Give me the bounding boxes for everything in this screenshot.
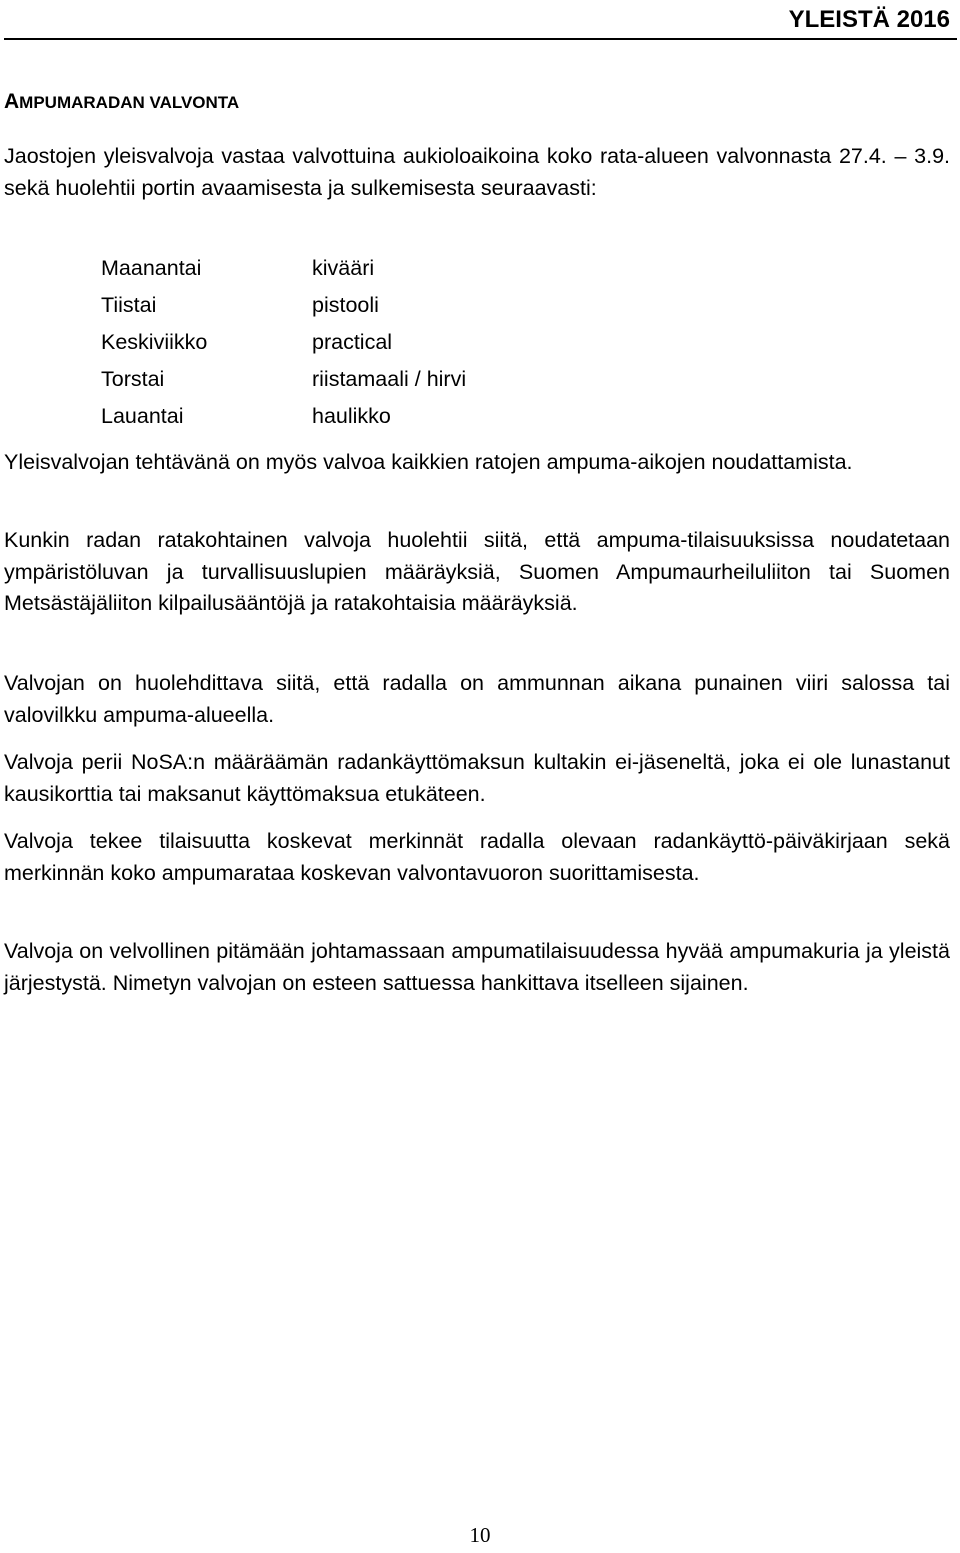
section-heading-initial: A xyxy=(4,90,20,113)
section-heading xyxy=(4,88,239,117)
page-number: 10 xyxy=(469,1523,491,1547)
schedule-day: Keskiviikko xyxy=(101,330,208,354)
schedule-list xyxy=(101,250,466,435)
body-paragraph: Valvoja on velvollinen pitämään johtamassaan ampumatilaisuudessa hyvää ampumakuria ja yleistä järjestystä. Nimetyn valvojan on esteen sattuessa hankittava itselleen sijainen. xyxy=(4,939,950,995)
schedule-row xyxy=(101,398,466,435)
section-heading-rest: MPUMARADAN VALVONTA xyxy=(19,93,240,112)
header-rule xyxy=(4,38,957,40)
schedule-day: Lauantai xyxy=(101,404,184,428)
schedule-row xyxy=(101,287,466,324)
schedule-discipline: kivääri xyxy=(312,256,375,280)
body-paragraph: Yleisvalvojan tehtävänä on myös valvoa kaikkien ratojen ampuma-aikojen noudattamista. xyxy=(4,450,853,474)
intro-paragraph: Jaostojen yleisvalvoja vastaa valvottuina aukioloaikoina koko rata-alueen valvonnasta 27.4. – 3.9. sekä huolehtii portin avaamisesta ja sulkemisesta seuraavasti: xyxy=(4,144,950,200)
body-paragraph: Valvoja perii NoSA:n määräämän radankäyttömaksun kultakin ei-jäseneltä, joka ei ole lunastanut kausikorttia tai maksanut käyttömaksua etukäteen. xyxy=(4,750,950,806)
page-header-title: YLEISTÄ 2016 xyxy=(788,6,950,33)
schedule-row xyxy=(101,250,466,287)
schedule-discipline: haulikko xyxy=(312,404,391,428)
schedule-row xyxy=(101,324,466,361)
schedule-discipline: riistamaali / hirvi xyxy=(312,367,467,391)
body-paragraph: Kunkin radan ratakohtainen valvoja huolehtii siitä, että ampuma-tilaisuuksissa noudatetaan ympäristöluvan ja turvallisuuslupien määräyksiä, Suomen Ampumaurheiluliiton tai Suomen Metsästäjäliiton kilpailusääntöjä ja ratakohtaisia määräyksiä. xyxy=(4,528,950,615)
schedule-discipline: practical xyxy=(312,330,393,354)
schedule-day: Tiistai xyxy=(101,293,157,317)
body-paragraph: Valvojan on huolehdittava siitä, että radalla on ammunnan aikana punainen viiri salossa tai valovilkku ampuma-alueella. xyxy=(4,671,950,727)
schedule-day: Maanantai xyxy=(101,256,202,280)
schedule-row xyxy=(101,361,466,398)
schedule-day: Torstai xyxy=(101,367,165,391)
schedule-discipline: pistooli xyxy=(312,293,379,317)
body-paragraph: Valvoja tekee tilaisuutta koskevat merkinnät radalla olevaan radankäyttö-päiväkirjaan sekä merkinnän koko ampumarataa koskevan valvontavuoron suorittamisesta. xyxy=(4,829,950,885)
